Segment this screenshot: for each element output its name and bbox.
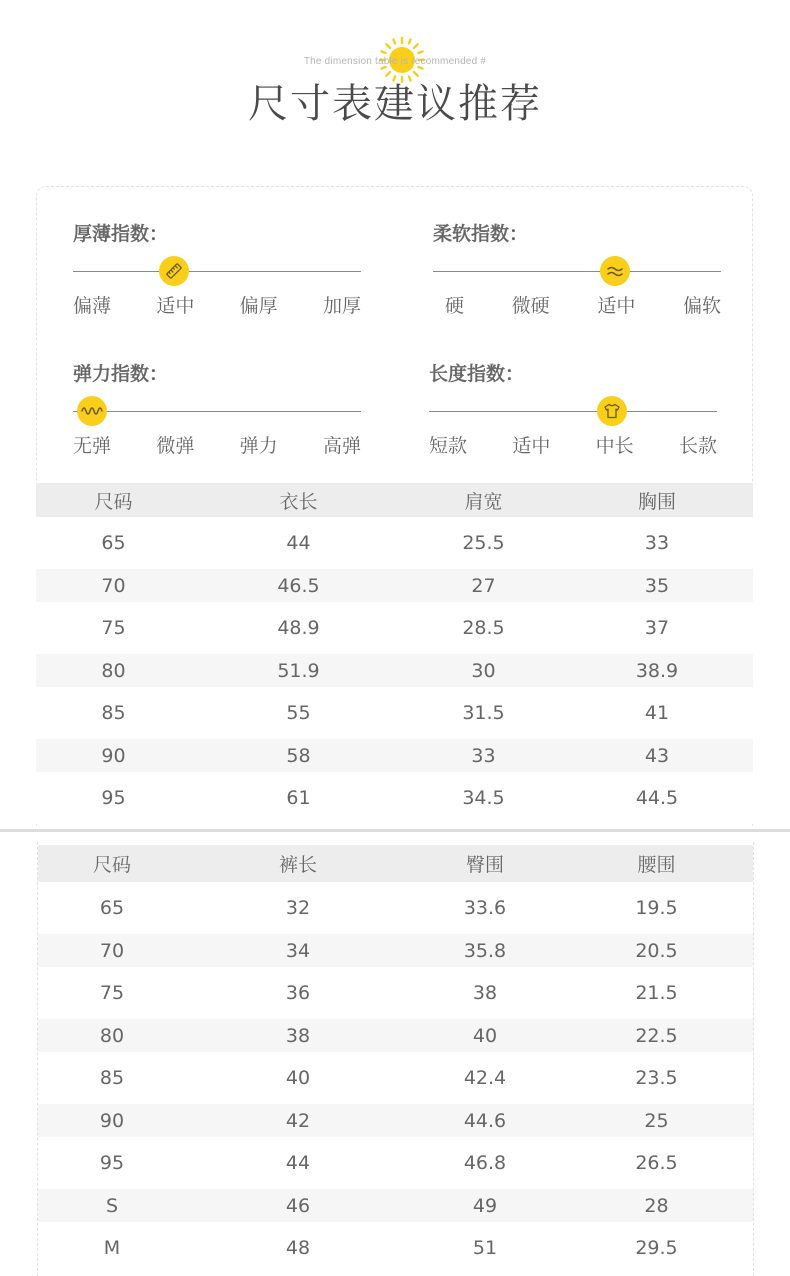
table-cell: 33 <box>406 739 561 772</box>
softness-index <box>433 219 723 329</box>
table-cell: 34.5 <box>406 772 561 824</box>
table-cell: 90 <box>38 1104 186 1137</box>
table-header-cell: 肩宽 <box>406 483 561 517</box>
table-cell: 25 <box>560 1104 753 1137</box>
table-cell: 49 <box>410 1189 560 1222</box>
table-header-row <box>36 483 753 517</box>
page-subtitle: The dimension table is recommended # <box>303 56 487 67</box>
table-cell: 23.5 <box>560 1052 753 1104</box>
table-cell: 44 <box>186 1137 410 1189</box>
index-label: 无弹 <box>73 435 112 457</box>
softness-index-labels <box>433 291 721 318</box>
index-label: 高弹 <box>322 435 361 457</box>
table-cell: 80 <box>38 1019 186 1052</box>
table-cell: 25.5 <box>406 517 561 569</box>
table-row <box>36 772 753 824</box>
table-row <box>38 967 753 1019</box>
table-row <box>36 569 753 602</box>
softness-index-title: 柔软指数： <box>433 223 529 245</box>
table-cell: 43 <box>561 739 753 772</box>
table-cell: 44.6 <box>410 1104 560 1137</box>
table-header-cell: 胸围 <box>561 483 753 517</box>
table-row <box>38 1104 753 1137</box>
table-cell: 48.9 <box>191 602 406 654</box>
thickness-index-labels <box>73 291 361 318</box>
index-scale-line <box>433 271 721 272</box>
table-cell: 85 <box>38 1052 186 1104</box>
table-cell: 65 <box>38 882 186 934</box>
table-row <box>38 1189 753 1222</box>
table-cell: 55 <box>191 687 406 739</box>
table-cell: 58 <box>191 739 406 772</box>
table-cell: 38.9 <box>561 654 753 687</box>
table-row <box>38 934 753 967</box>
thickness-index <box>73 219 363 329</box>
index-label: 偏薄 <box>73 295 112 317</box>
table-cell: 95 <box>38 1137 186 1189</box>
table-cell: 75 <box>36 602 191 654</box>
table-cell: 46.8 <box>410 1137 560 1189</box>
index-scale-line <box>73 411 361 412</box>
table-cell: 61 <box>191 772 406 824</box>
table-cell: 38 <box>410 967 560 1019</box>
spring-icon <box>77 396 107 426</box>
table-header-cell: 臀围 <box>410 845 560 882</box>
index-label: 加厚 <box>322 295 361 317</box>
table-cell: 22.5 <box>560 1019 753 1052</box>
table-cell: 46.5 <box>191 569 406 602</box>
index-label: 偏软 <box>682 295 721 317</box>
index-label: 微硬 <box>511 295 550 317</box>
table-cell: 33.6 <box>410 882 560 934</box>
index-scale-line <box>73 271 361 272</box>
index-label: 硬 <box>445 295 465 317</box>
table-cell: 31.5 <box>406 687 561 739</box>
table-cell: 80 <box>36 654 191 687</box>
index-label: 适中 <box>156 295 195 317</box>
table-cell: S <box>38 1189 186 1222</box>
table-cell: 44.5 <box>561 772 753 824</box>
elasticity-index-labels <box>73 431 361 458</box>
table-cell: 32 <box>186 882 410 934</box>
table-cell: 26.5 <box>560 1137 753 1189</box>
table-header-row <box>38 845 753 882</box>
table-cell: 35.8 <box>410 934 560 967</box>
table-row <box>36 739 753 772</box>
table-cell: M <box>38 1222 186 1274</box>
table-cell: 21.5 <box>560 967 753 1019</box>
table-cell: 28 <box>560 1189 753 1222</box>
table-cell: 85 <box>36 687 191 739</box>
table-row <box>38 882 753 934</box>
page-header <box>0 0 790 140</box>
table-row <box>38 1137 753 1189</box>
top-size-table <box>36 483 753 824</box>
index-label: 偏厚 <box>239 295 278 317</box>
length-index <box>429 359 719 469</box>
table-cell: 28.5 <box>406 602 561 654</box>
index-scale-line <box>429 411 717 412</box>
index-label: 弹力 <box>239 435 278 457</box>
index-label: 中长 <box>595 435 634 457</box>
table-row <box>36 687 753 739</box>
table-cell: 30 <box>406 654 561 687</box>
table-cell: 20.5 <box>560 934 753 967</box>
index-label: 微弹 <box>156 435 195 457</box>
bottom-size-table <box>38 845 753 1274</box>
table-cell: 33 <box>561 517 753 569</box>
table-row <box>38 1052 753 1104</box>
table-cell: 40 <box>410 1019 560 1052</box>
table-cell: 40 <box>186 1052 410 1104</box>
table-header-cell: 尺码 <box>38 845 186 882</box>
table-cell: 51.9 <box>191 654 406 687</box>
section-divider <box>0 829 790 832</box>
table-cell: 46 <box>186 1189 410 1222</box>
thickness-index-title: 厚薄指数： <box>73 223 169 245</box>
index-label: 适中 <box>597 295 636 317</box>
table-row <box>38 1019 753 1052</box>
table-cell: 36 <box>186 967 410 1019</box>
elasticity-index-title: 弹力指数： <box>73 363 169 385</box>
shirt-icon <box>597 396 627 426</box>
table-cell: 42.4 <box>410 1052 560 1104</box>
waves-icon <box>600 256 630 286</box>
table-cell: 38 <box>186 1019 410 1052</box>
elasticity-index <box>73 359 363 469</box>
table-header-cell: 尺码 <box>36 483 191 517</box>
table-cell: 70 <box>36 569 191 602</box>
table-cell: 29.5 <box>560 1222 753 1274</box>
table-header-cell: 裤长 <box>186 845 410 882</box>
length-index-title: 长度指数： <box>429 363 525 385</box>
table-cell: 42 <box>186 1104 410 1137</box>
table-cell: 19.5 <box>560 882 753 934</box>
table-cell: 44 <box>191 517 406 569</box>
table-cell: 27 <box>406 569 561 602</box>
table-cell: 90 <box>36 739 191 772</box>
table-cell: 51 <box>410 1222 560 1274</box>
table-cell: 41 <box>561 687 753 739</box>
length-index-labels <box>429 431 717 458</box>
ruler-icon <box>159 256 189 286</box>
table-cell: 75 <box>38 967 186 1019</box>
table-cell: 35 <box>561 569 753 602</box>
index-label: 长款 <box>678 435 717 457</box>
table-row <box>36 517 753 569</box>
index-label: 适中 <box>512 435 551 457</box>
table-cell: 95 <box>36 772 191 824</box>
table-cell: 48 <box>186 1222 410 1274</box>
index-label: 短款 <box>429 435 468 457</box>
table-row <box>36 654 753 687</box>
table-cell: 65 <box>36 517 191 569</box>
page-title: 尺寸表建议推荐 <box>248 81 542 127</box>
table-cell: 37 <box>561 602 753 654</box>
table-header-cell: 腰围 <box>560 845 753 882</box>
table-row <box>36 602 753 654</box>
table-cell: 34 <box>186 934 410 967</box>
table-cell: 70 <box>38 934 186 967</box>
table-header-cell: 衣长 <box>191 483 406 517</box>
table-row <box>38 1222 753 1274</box>
